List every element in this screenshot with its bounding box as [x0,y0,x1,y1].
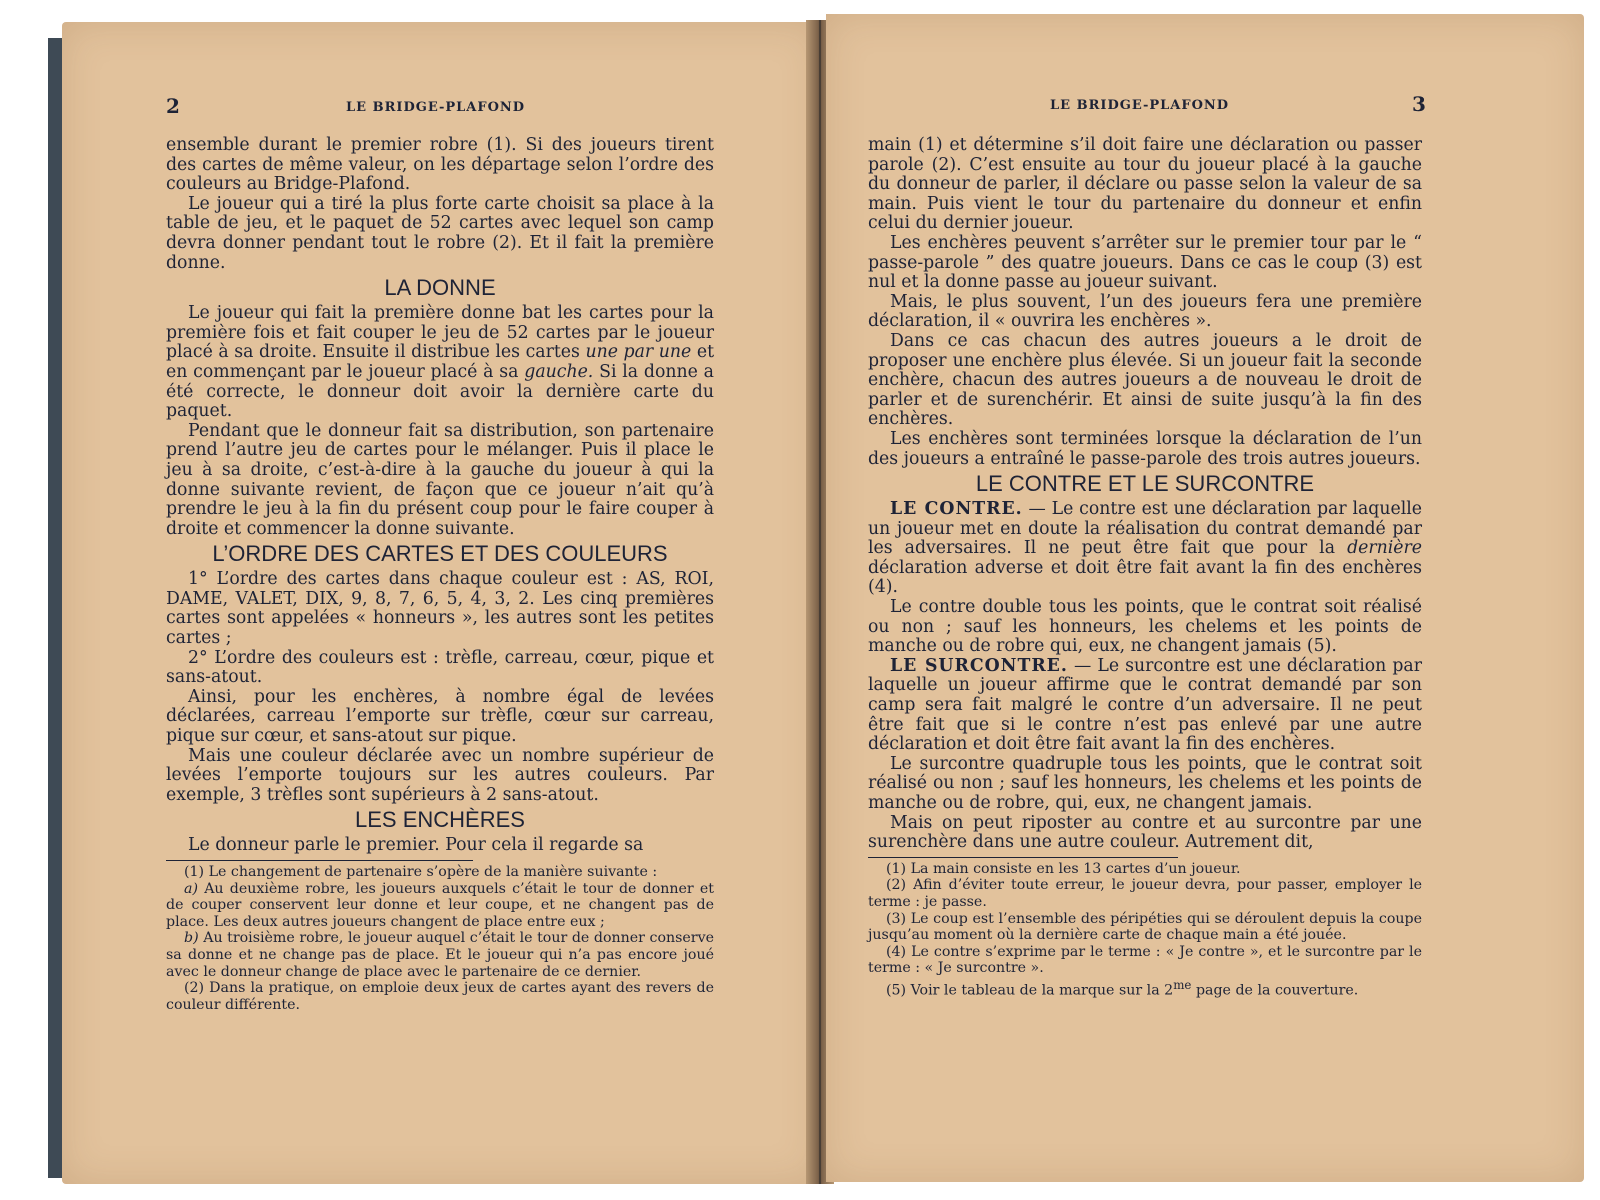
footnote: (1) La main consiste en les 13 cartes d’un joueur. [886,860,1241,877]
footnote [166,881,714,931]
section-heading: LES ENCHÈRES [355,807,525,833]
text: Au deuxième robre, les joueurs auxquels c’était le tour de donner et de couper conservent leur donne et leur coupe, et ne changent pas de place. Les deux autres joueurs changent de place entre eux ; [166,880,714,930]
right-page [826,14,1584,1182]
text: Si la donne a été correcte, le donneur doit avoir la dernière carte du paquet. [166,361,714,422]
right-page-body [868,136,1422,999]
paragraph: 1° L’ordre des cartes dans chaque couleur est : AS, ROI, DAME, VALET, DIX, 9, 8, 7, 6, 5, 4, 3, 2. Les cinq premières cartes sont appelées « honneurs », les autres sont les petites cartes ; [166,569,714,649]
paragraph: main (1) et détermine s’il doit faire une déclaration ou passer parole (2). C’est ensuite au tour du joueur placé à la gauche du donneur de parler, il déclare ou passe selon la valeur de sa main. Puis vient le tour du partenaire du donneur et enfin celui du dernier joueur. [868,135,1422,234]
footnote-letter: a) [184,880,198,897]
left-page [62,22,820,1184]
page-number: 3 [1412,92,1426,116]
footnote-rule [868,857,1178,858]
paragraph [868,500,1422,598]
left-page-body [166,136,714,1013]
footnote: (1) Le changement de partenaire s’opère de la manière suivante : [184,864,658,880]
paragraph: Pendant que le donneur fait sa distribution, son partenaire prend l’autre jeu de cartes pour le mélanger. Puis il place le jeu à sa droite, c’est-à-dire à la gauche du joueur à qui la donne suivante revient, de façon que ce joueur n’ait qu’à prendre le jeu à la fin du présent coup pour le faire couper à droite et commencer la donne suivante. [166,420,714,539]
footnote-rule [166,860,473,861]
text: — Le contre est une déclaration par laquelle un joueur met en doute la réalisation du contrat demandé par les adversaires. Il ne peut être fait que pour la [868,499,1422,559]
footnotes [166,864,714,1013]
footnote [166,930,714,980]
footnote [868,977,1422,999]
paragraph: Mais, le plus souvent, l’un des joueurs fera une première déclaration, il « ouvrira les enchères ». [868,291,1422,332]
running-head: LE BRIDGE-PLAFOND [346,100,526,115]
paragraph: Mais une couleur déclarée avec un nombre supérieur de levées l’emporte toujours sur les autres couleurs. Par exemple, 3 trèfles sont supérieurs à 2 sans-atout. [166,745,714,805]
emphasis: dernière [1347,538,1422,559]
text: Au troisième robre, le joueur auquel c’était le tour de donner conserve sa donne et ne change pas de place. Et le joueur qui n’a pas encore joué avec le donneur change de place avec le partenaire de ce dernier. [166,930,715,980]
text: Le joueur qui fait la première donne bat les cartes pour la première fois et fait couper le jeu de 52 cartes par le joueur placé à sa droite. Ensuite il distribue les cartes [166,303,714,363]
run-in-heading: LE SURCONTRE. [890,655,1068,676]
running-head: LE BRIDGE-PLAFOND [1050,98,1230,113]
footnote: (4) Le contre s’exprime par le terme : « Je contre », et le surcontre par le terme : « Je surcontre ». [868,943,1422,977]
text: page de la couverture. [1195,982,1359,999]
paragraph: ensemble durant le premier robre (1). Si des joueurs tirent des cartes de même valeur, on les départage selon l’ordre des couleurs au Bridge-Plafond. [166,135,714,195]
text: déclaration adverse et doit être fait avant la fin des enchères (4). [868,557,1422,598]
paragraph: Mais on peut riposter au contre et au surcontre par une surenchère dans une autre couleur. Autrement dit, [868,812,1422,853]
text: — Le surcontre est une déclaration par laquelle un joueur affirme que le contrat demandé par son camp sera fait malgré le contre d’un adversaire. Il ne peut être fait que si le contre n’est pas enlevé par une autre déclaration et doit être fait avant la fin des enchères. [868,655,1422,755]
paragraph [868,657,1422,755]
footnote: (2) Afin d’éviter toute erreur, le joueur devra, pour passer, employer le terme : je passe. [868,877,1422,910]
footnotes [868,861,1422,999]
superscript: me [1173,977,1192,992]
footnote-letter: b) [184,930,199,947]
emphasis: une par une [585,342,692,363]
text: (5) Voir le tableau de la marque sur la 2 [886,982,1174,999]
text: et en commençant par le joueur placé à sa [166,342,715,382]
paragraph: Ainsi, pour les enchères, à nombre égal de levées déclarées, carreau l’emporte sur trèfle, cœur sur carreau, pique sur cœur, et sans-atout sur pique. [166,686,714,747]
paragraph: Le contre double tous les points, que le contrat soit réalisé ou non ; sauf les honneurs, les chelems et les points de manche ou de robre qui, eux, ne changent jamais (5). [868,597,1422,657]
emphasis: gauche. [524,361,594,382]
paragraph: Le donneur parle le premier. Pour cela il regarde sa [188,835,644,856]
paragraph: 2° L’ordre des couleurs est : trèfle, carreau, cœur, pique et sans-atout. [166,647,714,688]
paragraph: Le joueur qui a tiré la plus forte carte choisit sa place à la table de jeu, et le paquet de 52 cartes avec lequel son camp devra donner pendant tout le robre (2). Et il fait la première donne. [166,193,714,273]
section-heading: L’ORDRE DES CARTES ET DES COULEURS [212,541,668,567]
paragraph: Les enchères sont terminées lorsque la déclaration de l’un des joueurs a entraîné le passe-parole des trois autres joueurs. [868,428,1422,469]
footnote: (2) Dans la pratique, on emploie deux jeux de cartes ayant des revers de couleur différente. [166,980,714,1013]
paragraph: Le surcontre quadruple tous les points, que le contrat soit réalisé ou non ; sauf les honneurs, les chelems et les points de manche ou de robre, qui, eux, ne changent jamais. [868,753,1422,813]
section-heading: LE CONTRE ET LE SURCONTRE [975,471,1315,497]
paragraph [166,304,714,422]
paragraph: Les enchères peuvent s’arrêter sur le premier tour par le “ passe-parole ” des quatre joueurs. Dans ce cas le coup (3) est nul et la donne passe au joueur suivant. [868,232,1422,293]
footnote: (3) Le coup est l’ensemble des péripéties qui se déroulent depuis la coupe jusqu’au moment où la dernière carte de chaque main a été jouée. [868,910,1422,944]
section-heading: LA DONNE [384,275,496,301]
page-number: 2 [166,94,180,118]
run-in-heading: LE CONTRE. [890,499,1023,520]
paragraph: Dans ce cas chacun des autres joueurs a le droit de proposer une enchère plus élevée. Si un joueur fait la seconde enchère, chacun des autres joueurs a de nouveau le droit de parler et de surenchérir. Et ainsi de suite jusqu’à la fin des enchères. [868,330,1422,430]
